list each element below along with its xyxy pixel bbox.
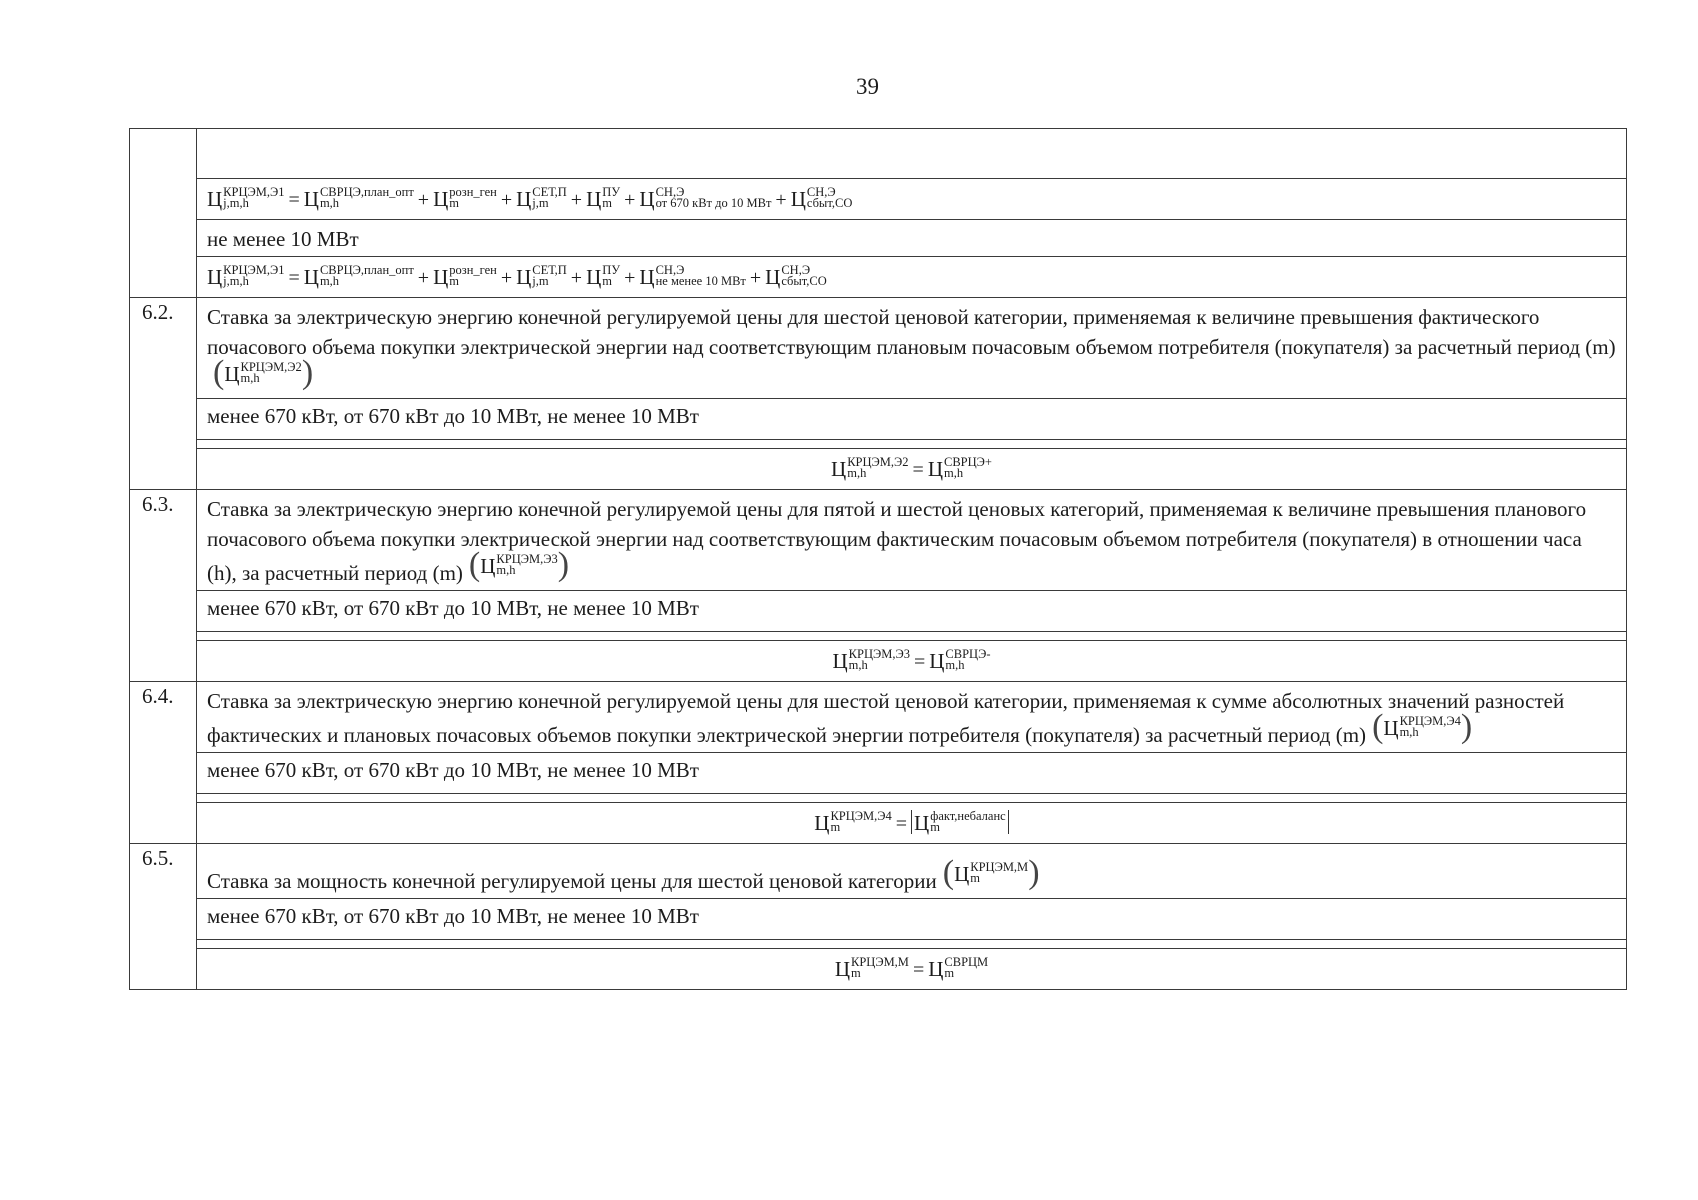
formula [835,956,988,982]
spacer-row [197,440,1626,449]
symbol-subscript: m,h [496,563,516,577]
equals-sign: = [288,267,300,289]
left-paren: ( [942,854,955,891]
symbol-subscript: m [851,966,861,980]
section-description [197,682,1626,753]
plus-sign: + [417,189,430,211]
price-symbol [928,956,988,980]
price-symbol [929,648,990,672]
table-row-6-5 [130,844,1627,990]
symbol-subscript: m [449,274,459,288]
symbol-superscript: КРЦЭМ,Э1 [223,185,285,199]
spacer-row [197,940,1626,949]
symbol-superscript: КРЦЭМ,М [970,860,1029,874]
symbol-subscript: j,m,h [223,274,249,288]
formula [832,648,990,674]
row-number: 6.4. [130,682,197,844]
equals-sign: = [288,189,300,211]
formula-row [197,949,1626,989]
symbol-base: Ц [433,187,449,211]
symbol-base: Ц [224,362,240,386]
symbol-superscript: КРЦЭМ,М [851,955,909,969]
price-symbol [304,264,414,288]
symbol-superscript: КРЦЭМ,Э1 [223,263,285,277]
table-row-6-2 [130,298,1627,490]
table-row-6-4 [130,682,1627,844]
symbol-base: Ц [586,187,602,211]
content-cell [197,298,1627,490]
price-symbol [516,186,567,210]
plus-sign: + [570,189,583,211]
symbol-superscript: СЕТ,П [532,263,567,277]
price-symbol [433,264,497,288]
symbol-subscript: j,m [532,196,549,210]
symbol-base: Ц [814,811,830,835]
right-paren: ) [1460,708,1473,745]
symbol-superscript: СН,Э [655,263,685,277]
symbol-superscript: СН,Э [781,263,811,277]
symbol-superscript: КРЦЭМ,Э2 [847,455,909,469]
symbol-base: Ц [207,265,223,289]
price-symbol [791,186,853,210]
symbol-base: Ц [207,187,223,211]
symbol-subscript: m,h [319,274,340,288]
symbol-superscript: розн_ген [449,185,497,199]
price-symbol [586,186,620,210]
page-number: 39 [856,74,879,99]
section-symbol [213,356,313,390]
equals-sign: = [912,459,924,481]
plus-sign: + [570,267,583,289]
symbol-base: Ц [928,957,944,981]
symbol-base: Ц [480,554,496,578]
symbol-subscript: m,h [1399,725,1419,739]
symbol-superscript: факт,небаланс [930,809,1006,823]
symbol-subscript: m [830,820,841,834]
formula [207,264,827,290]
plus-sign: + [500,189,513,211]
symbol-superscript: розн_ген [449,263,497,277]
content-cell [197,129,1627,298]
symbol-base: Ц [914,811,930,835]
section-text: Ставка за электрическую энергию конечной регулируемой цены для пятой и шестой ценовых категорий, применяемая к величине превышения планового почасового объема покупки электрической энергии над соответствующим фактическим почасовым объемом потребителя (покупателя) в отношении часа (h), за расчетный период (m) [207,497,1587,585]
price-symbol [914,810,1006,834]
content-cell [197,490,1627,682]
symbol-superscript: СВРЦЭ,план_опт [319,185,414,199]
symbol-base: Ц [834,957,850,981]
symbol-base: Ц [639,265,655,289]
symbol-subscript: m,h [943,466,964,480]
row-number-cell [130,129,197,298]
formula [814,810,1008,836]
plus-sign: + [500,267,513,289]
price-symbol [207,186,284,210]
price-symbol [480,553,557,577]
symbol-superscript: СН,Э [655,185,685,199]
symbol-superscript: СЕТ,П [532,185,567,199]
table-row-6-3 [130,490,1627,682]
section-text: Ставка за электрическую энергию конечной регулируемой цены для шестой ценовой категории, применяемая к величине превышения фактического почасового объема покупки электрической энергии над соответствующим плановым почасовым объемом потребителя (покупателя) за расчетный период (m) [207,305,1616,359]
row-number: 6.5. [130,844,197,990]
symbol-subscript: m,h [848,658,868,672]
equals-sign: = [913,651,926,673]
section-symbol [943,856,1040,890]
symbol-superscript: СН,Э [806,185,836,199]
symbol-base: Ц [1383,716,1399,740]
symbol-base: Ц [433,265,449,289]
spacer-row [197,794,1626,803]
left-paren: ( [1372,708,1384,745]
symbol-subscript: j,m,h [223,196,249,210]
price-symbol [433,186,497,210]
section-symbol [469,548,569,582]
symbol-base: Ц [516,187,532,211]
band-label: менее 670 кВт, от 670 кВт до 10 МВт, не менее 10 МВт [197,591,1626,632]
symbol-base: Ц [790,187,806,211]
formula-row [197,641,1626,681]
price-symbol [224,361,301,385]
section-symbol [1372,710,1472,744]
table-row-continuation [130,129,1627,298]
spacer-row [197,632,1626,641]
symbol-subscript: m [602,274,612,288]
symbol-base: Ц [832,649,848,673]
band-label: менее 670 кВт, от 670 кВт до 10 МВт, не менее 10 МВт [197,399,1626,440]
row-number: 6.3. [130,490,197,682]
symbol-subscript: m,h [945,658,965,672]
plus-sign: + [624,189,636,211]
symbol-subscript: сбыт,СО [781,274,827,288]
symbol-base: Ц [927,457,943,481]
formula-row [197,179,1626,220]
right-paren: ) [301,354,314,391]
symbol-superscript: КРЦЭМ,Э4 [1399,714,1461,728]
row-number: 6.2. [130,298,197,490]
symbol-subscript: m [970,871,980,885]
symbol-base: Ц [516,265,532,289]
symbol-superscript: СВРЦЭ,план_опт [319,263,414,277]
formula-row [197,449,1626,489]
formula [207,186,852,212]
symbol-superscript: ПУ [602,185,621,199]
price-symbol [765,264,827,288]
symbol-base: Ц [765,265,781,289]
symbol-subscript: сбыт,СО [806,196,853,210]
right-paren: ) [557,546,570,583]
plus-sign: + [749,267,762,289]
price-symbol [586,264,620,288]
symbol-subscript: от 670 кВт до 10 МВт [655,196,772,210]
symbol-base: Ц [831,457,847,481]
absolute-value [911,810,1009,834]
symbol-superscript: КРЦЭМ,Э2 [240,360,302,374]
price-symbol [516,264,567,288]
symbol-base: Ц [303,265,319,289]
symbol-subscript: m [449,196,459,210]
symbol-subscript: m,h [319,196,340,210]
symbol-subscript: j,m [532,274,549,288]
price-symbol [814,810,891,834]
section-description [197,490,1626,591]
symbol-subscript: m [930,820,940,834]
section-text: Ставка за электрическую энергию конечной регулируемой цены для шестой ценовой категории, применяемая к сумме абсолютных значений разностей фактических и плановых почасовых объемов покупки электрической энергии потребителя (покупателя) за расчетный период (m) [207,689,1565,747]
formula-row [197,257,1626,297]
band-label: не менее 10 МВт [197,220,1626,257]
tariff-table [129,128,1627,990]
price-symbol [639,186,771,210]
band-label: менее 670 кВт, от 670 кВт до 10 МВт, не менее 10 МВт [197,899,1626,940]
left-paren: ( [213,354,225,391]
section-text: Ставка за мощность конечной регулируемой цены для шестой ценовой категории [207,869,937,893]
price-symbol [835,956,909,980]
symbol-superscript: КРЦЭМ,Э3 [848,647,910,661]
plus-sign: + [775,189,787,211]
symbol-superscript: СВРЦЭ- [945,647,991,661]
section-description [197,844,1626,899]
price-symbol [928,456,992,480]
symbol-subscript: не менее 10 МВт [655,274,746,288]
price-symbol [832,648,909,672]
symbol-superscript: СВРЦМ [944,955,989,969]
equals-sign: = [912,959,925,981]
content-cell [197,682,1627,844]
symbol-subscript: m,h [240,371,260,385]
symbol-superscript: КРЦЭМ,Э4 [830,809,892,823]
equals-sign: = [895,813,908,835]
symbol-base: Ц [954,862,970,886]
symbol-base: Ц [586,265,602,289]
price-symbol [954,861,1028,885]
symbol-subscript: m,h [847,466,867,480]
right-paren: ) [1028,854,1040,891]
symbol-subscript: m [602,196,612,210]
symbol-base: Ц [929,649,945,673]
formula [831,456,992,482]
symbol-subscript: m [944,966,955,980]
symbol-base: Ц [303,187,319,211]
symbol-superscript: ПУ [602,263,621,277]
section-description [197,298,1626,399]
price-symbol [207,264,284,288]
symbol-superscript: СВРЦЭ+ [943,455,992,469]
content-cell [197,844,1627,990]
plus-sign: + [417,267,430,289]
plus-sign: + [624,267,636,289]
formula-row [197,803,1626,843]
price-symbol [831,456,908,480]
symbol-base: Ц [639,187,655,211]
empty-row [197,129,1626,179]
band-label: менее 670 кВт, от 670 кВт до 10 МВт, не менее 10 МВт [197,753,1626,794]
left-paren: ( [468,546,481,583]
price-symbol [1383,715,1460,739]
price-symbol [304,186,414,210]
symbol-superscript: КРЦЭМ,Э3 [496,552,558,566]
price-symbol [639,264,745,288]
